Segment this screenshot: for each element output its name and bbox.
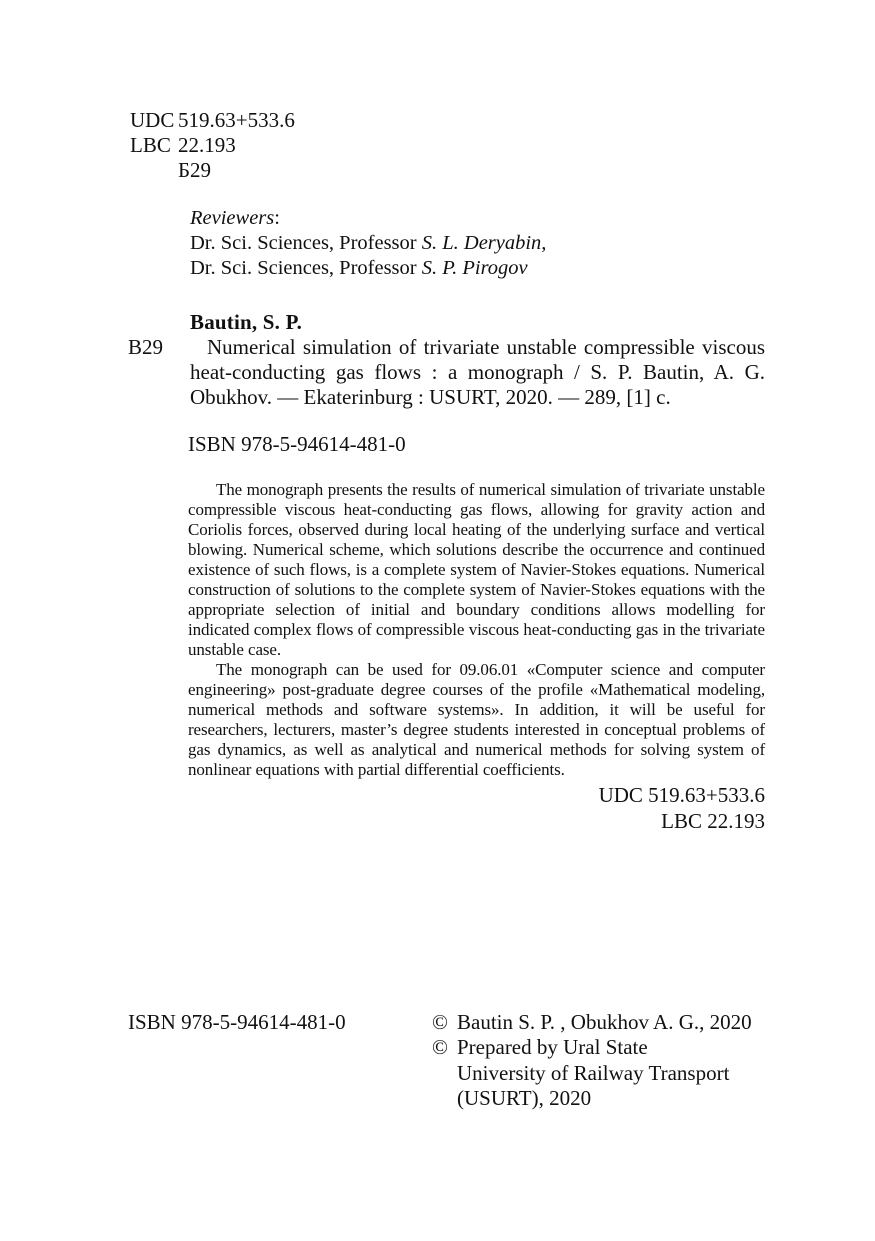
copyright-line: University of Railway Transport	[457, 1060, 730, 1085]
lbc-row	[130, 133, 295, 158]
reviewers-block	[190, 206, 546, 281]
copyright-sign: ©	[432, 1010, 448, 1034]
author-sign-label	[130, 158, 178, 183]
copyright-line: (USURT), 2020	[457, 1086, 592, 1111]
copyright-line: Prepared by Ural State	[457, 1035, 648, 1060]
udc-value: 519.63+533.6	[178, 108, 295, 132]
isbn-footer: ISBN 978-5-94614-481-0	[128, 1010, 346, 1034]
lbc-label: LBC	[130, 133, 171, 157]
udc-label: UDC	[130, 108, 175, 132]
reviewer-name: S. P. Pirogov	[421, 257, 528, 279]
reviewer-name: S. L. Deryabin,	[421, 232, 547, 254]
isbn-middle: ISBN 978-5-94614-481-0	[188, 432, 406, 456]
reviewers-heading-word: Reviewers	[190, 207, 275, 229]
lbc-value: 22.193	[178, 133, 236, 157]
reviewers-heading-colon: :	[274, 207, 280, 229]
catalog-body	[128, 335, 765, 410]
reviewer-prefix: Dr. Sci. Sciences, Professor	[190, 257, 422, 279]
author-sign-row	[130, 158, 295, 183]
reviewer-line	[190, 231, 546, 256]
copyright-entry	[432, 1035, 762, 1111]
copyright-sign: ©	[432, 1035, 448, 1060]
classification-codes-top	[130, 108, 295, 183]
catalog-code: B29	[128, 335, 164, 359]
copyright-line: Bautin S. P. , Obukhov A. G., 2020	[457, 1010, 752, 1034]
catalog-card	[128, 310, 765, 410]
udc-row	[130, 108, 295, 133]
abstract-paragraph-1: The monograph presents the results of numerical simulation of trivariate unstable compressible viscous heat-conducting gas flows, allowing for gravity action and Coriolis forces, observed during local heating of the underlying surface and vertical blowing. Numerical scheme, which solutions describe the occurrence and continued existence of such flows, is a complete system of Navier-Stokes equations. Numerical construction of solutions to the complete system of Navier-Stokes equations with the appropriate selection of initial and boundary conditions allows modelling for indicated complex flows of compressible viscous heat-conducting gas in the trivariate unstable case.	[188, 480, 765, 659]
reviewer-prefix: Dr. Sci. Sciences, Professor	[190, 232, 422, 254]
catalog-author: Bautin, S. P.	[190, 310, 303, 334]
catalog-entry-text: Numerical simulation of trivariate unstable compressible viscous heat-conducting gas flows : a monograph / S. P. Bautin, A. G. Obukhov. — Ekaterinburg : USURT, 2020. — 289, [1] c.	[190, 335, 765, 409]
lbc-bottom: LBC 22.193	[661, 808, 765, 833]
copyright-block	[432, 1010, 762, 1112]
copyright-entry	[432, 1010, 762, 1035]
abstract-paragraph-2: The monograph can be used for 09.06.01 «Computer science and computer engineering» post-graduate degree courses of the profile «Mathematical modeling, numerical methods and software systems». In addition, it will be useful for researchers, lecturers, master’s degree students interested in conceptual problems of gas dynamics, as well as analytical and numerical methods for solving system of nonlinear equations with partial differential coefficients.	[188, 660, 765, 779]
reviewers-heading	[190, 206, 546, 231]
reviewer-line	[190, 256, 546, 281]
author-sign-value: Б29	[178, 158, 212, 182]
abstract-block	[188, 480, 765, 780]
udc-bottom: UDC 519.63+533.6	[598, 783, 765, 807]
classification-codes-bottom	[599, 783, 765, 834]
